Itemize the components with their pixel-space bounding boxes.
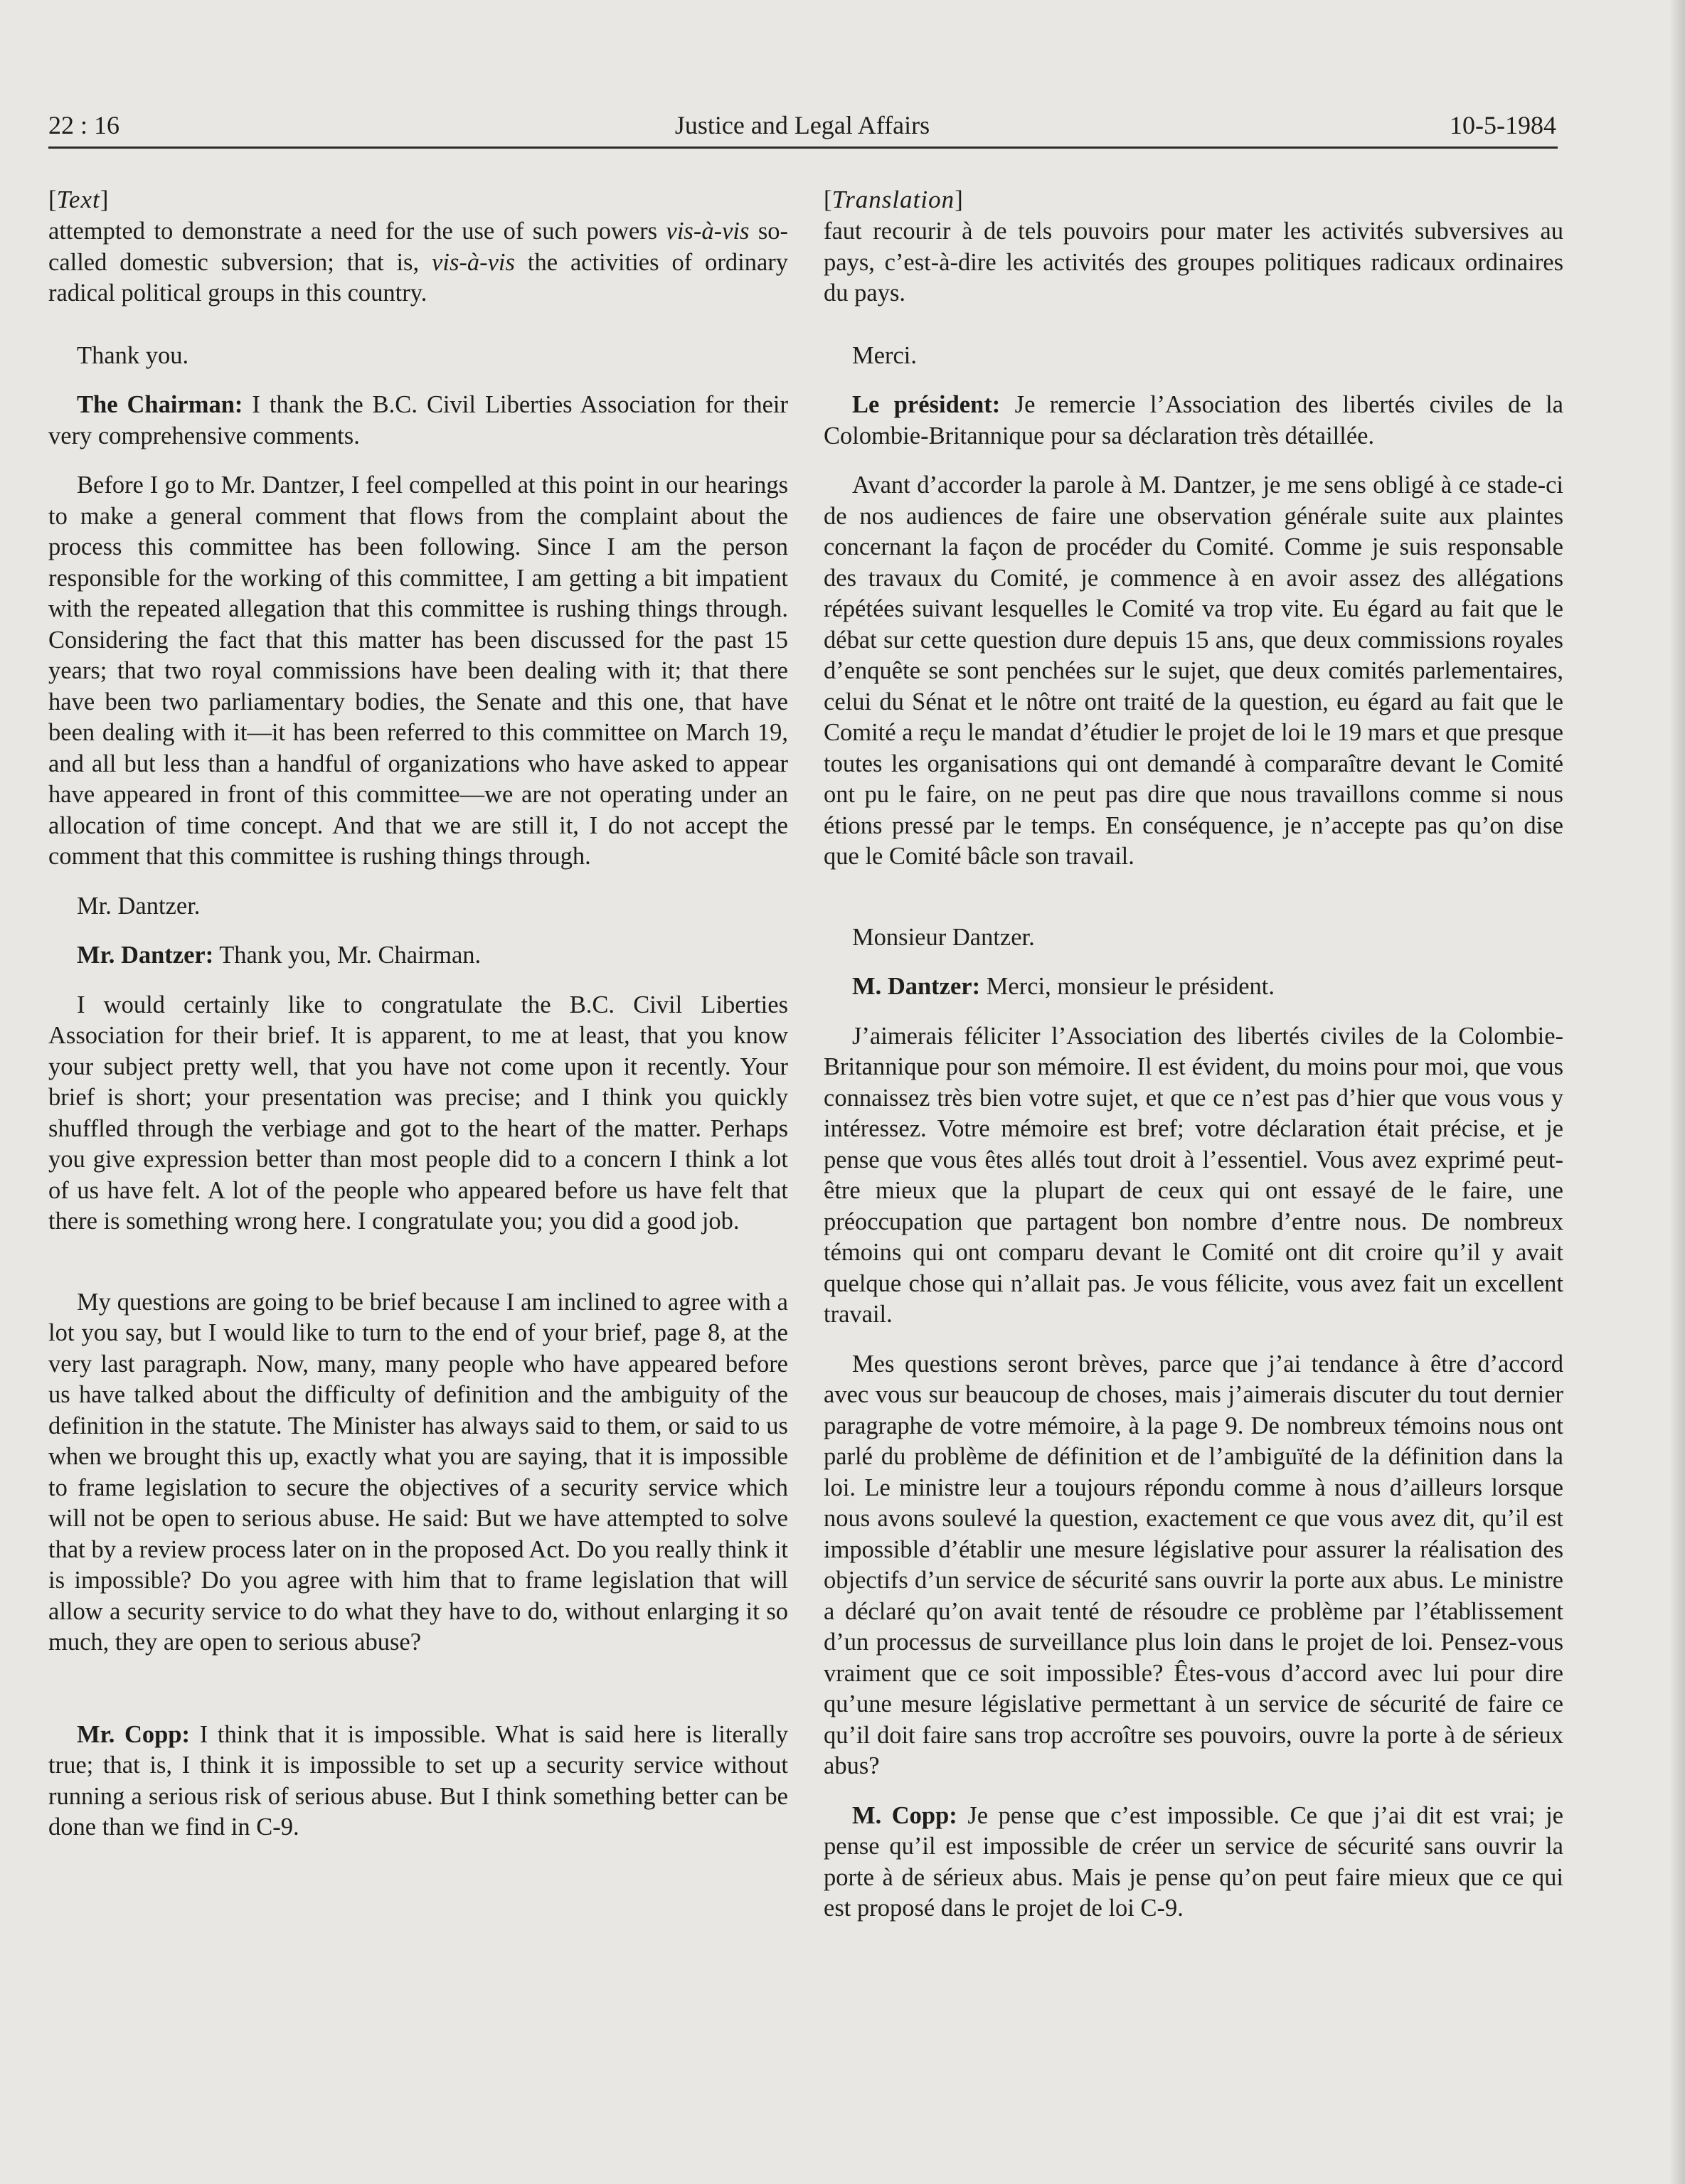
header-rule xyxy=(48,147,1558,149)
speaker-paragraph: Le président: Je remercie l’Association des libertés civiles de la Colombie-Britannique pour sa déclaration très détaillée. xyxy=(824,391,1563,449)
paragraph: I would certainly like to congratulate the B.C. Civil Liberties Association for their brief. It is apparent, to me at least, that you know your subject pretty well, that you have not come upon it recently. Your brief is short; your presentation was precise; and I think you quickly shuffled through the verbiage and got to the heart of the matter. Perhaps you give expression better than most people did to a concern I think a lot of us have felt. A lot of the people who appeared before us have felt that there is something wrong here. I congratulate you; you did a good job. xyxy=(48,991,788,1235)
paragraph: Mr. Dantzer. xyxy=(77,892,201,920)
english-column xyxy=(48,183,788,1862)
paragraph: My questions are going to be brief because I am inclined to agree with a lot you say, but I would like to turn to the end of your brief, page 8, at the very last paragraph. Now, many, many people who have appeared before us have talked about the difficulty of definition and the ambiguity of the definition in the statute. The Minister has always said to them, or said to us when we brought this up, exactly what you are saying, that it is impossible to frame legislation to secure the objectives of a security service which will not be open to serious abuse. He said: But we have attempted to solve that by a review process later on in the proposed Act. Do you really think it is impossible? Do you agree with him that to frame legislation that will allow a security service to do what they have to do, without enlarging it so much, they are open to serious abuse? xyxy=(48,1288,788,1656)
publication-title: Justice and Legal Affairs xyxy=(674,111,930,139)
speaker-name: Mr. Copp: xyxy=(77,1720,191,1748)
speaker-name: M. Dantzer: xyxy=(852,973,981,1000)
paragraph: faut recourir à de tels pouvoirs pour mater les activités subversives au pays, c’est-à-dire les activités des groupes politiques radicaux ordinaires du pays. xyxy=(824,218,1563,307)
paragraph: Avant d’accorder la parole à M. Dantzer, je me sens obligé à ce stade-ci de nos audiences de faire une observation générale suite aux plaintes concernant la façon de procéder du Comité. Comme je suis responsable des travaux du Comité, je commence à en avoir assez des allégations répétées suivant lesquelles le Comité va trop vite. Eu égard au fait que le débat sur cette question dure depuis 15 ans, que deux commissions royales d’enquête se sont penchées sur le sujet, que deux comités parlementaires, celui du Sénat et le nôtre ont traité de la question, eu égard au fait que le Comité a reçu le mandat d’étudier le projet de loi le 19 mars et que presque toutes les organisations qui ont demandé à comparaître devant le Comité ont pu le faire, on ne peut pas dire que nous travaillons comme si nous étions pressé par le temps. En conséquence, je n’accepte pas qu’on dise que le Comité bâcle son travail. xyxy=(824,472,1563,870)
french-column xyxy=(824,183,1563,1943)
paragraph: J’aimerais féliciter l’Association des libertés civiles de la Colombie-Britannique pour son mémoire. Il est évident, du moins pour moi, que vous connaissez très bien votre sujet, et que ce n’est pas d’hier que vous vous y intéressez. Votre mémoire est bref; votre déclaration était précise, et je pense que vous êtes allés tout droit à l’essentiel. Vous avez exprimé peut-être mieux que la plupart de ceux qui ont essayé de le faire, une préoccupation que partagent bon nombre d’entre nous. De nombreux témoins qui ont comparu devant le Comité ont dit croire qu’il y avait quelque chose qui n’allait pas. Je vous félicite, vous avez fait un excellent travail. xyxy=(824,1022,1563,1328)
paragraph: Thank you. xyxy=(77,341,189,369)
paragraph: attempted to demonstrate a need for the use of such powers vis-à-vis so-called domestic subversion; that is, vis-à-vis the activities of ordinary radical political groups in this country. xyxy=(48,218,788,307)
paragraph: Mes questions seront brèves, parce que j’ai tendance à être d’accord avec vous sur beaucoup de choses, mais j’aimerais discuter du tout dernier paragraphe de votre mémoire, à la page 9. De nombreux témoins nous ont parlé du problème de définition et de l’ambiguïté de la définition dans la loi. Le ministre leur a toujours répondu comme à nous d’ailleurs lorsque nous avons soulevé la question, exactement ce que vous avez dit, qu’il est impossible d’établir une mesure législative pour assurer la réalisation des objectifs d’un service de sécurité sans ouvrir la porte aux abus. Le ministre a déclaré qu’on avait tenté de résoudre ce problème par l’établissement d’un processus de surveillance plus loin dans le projet de loi. Pensez-vous vraiment que ce soit impossible? Êtes-vous d’accord avec lui pour dire qu’une mesure législative permettant à un service de sécurité de faire ce qu’il doit faire sans trop accroître ses pouvoirs, ouvre la porte à de sérieux abus? xyxy=(824,1350,1563,1779)
page-edge xyxy=(1669,0,1685,2184)
paragraph: Monsieur Dantzer. xyxy=(852,923,1035,951)
speaker-name: Mr. Dantzer: xyxy=(77,942,214,969)
speaker-name: M. Copp: xyxy=(852,1801,957,1829)
column-label: [Translation] xyxy=(824,186,963,213)
paragraph: Before I go to Mr. Dantzer, I feel compelled at this point in our hearings to make a general comment that flows from the complaint about the process this committee has been following. Since I am the person responsible for the working of this committee, I am getting a bit impatient with the repeated allegation that this committee is rushing things through. Considering the fact that this matter has been discussed for the past 15 years; that two royal commissions have been dealing with it; that there have been two parliamentary bodies, the Senate and this one, that have been dealing with it—it has been referred to this committee on March 19, and all but less than a handful of organizations who have asked to appear have appeared in front of this committee—we are not operating under an allocation of time concept. And that we are still it, I do not accept the comment that this committee is rushing things through. xyxy=(48,472,788,870)
speaker-paragraph: Mr. Dantzer: Thank you, Mr. Chairman. xyxy=(77,942,482,969)
running-header xyxy=(48,104,1556,147)
column-label: [Text] xyxy=(48,186,109,213)
speaker-paragraph: The Chairman: I thank the B.C. Civil Liberties Association for their very comprehensive comments. xyxy=(48,391,788,449)
paragraph: Merci. xyxy=(852,341,918,369)
speaker-paragraph: M. Copp: Je pense que c’est impossible. Ce que j’ai dit est vrai; je pense qu’il est impossible de créer un service de sécurité sans ouvrir la porte à de sérieux abus. Mais je pense qu’on peut faire mieux que ce qui est proposé dans le projet de loi C-9. xyxy=(824,1801,1563,1922)
speaker-paragraph: M. Dantzer: Merci, monsieur le président. xyxy=(852,973,1275,1000)
page-number: 22 : 16 xyxy=(48,111,120,139)
issue-date: 10-5-1984 xyxy=(1450,111,1556,139)
speaker-name: The Chairman: xyxy=(77,391,243,418)
speaker-name: Le président: xyxy=(852,391,1001,418)
speaker-paragraph: Mr. Copp: I think that it is impossible. What is said here is literally true; that is, I think it is impossible to set up a security service without running a serious risk of serious abuse. But I think something better can be done than we find in C-9. xyxy=(48,1720,788,1841)
